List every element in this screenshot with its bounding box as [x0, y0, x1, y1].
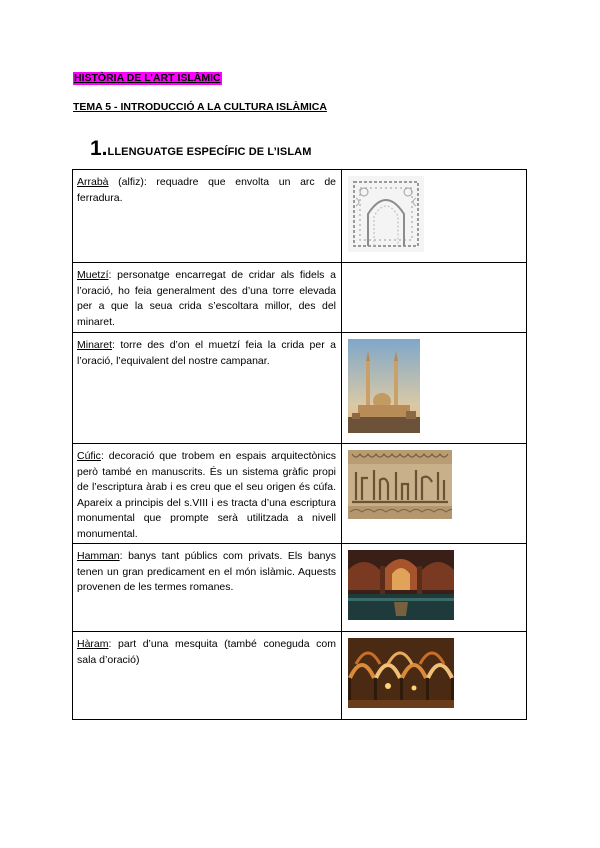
term: Minaret	[77, 339, 113, 351]
section-heading	[90, 137, 311, 164]
term: Cúfic	[77, 450, 101, 462]
definition-text: : part d’una mesquita (també coneguda com sala d’oració)	[77, 638, 336, 666]
table-row	[73, 632, 527, 720]
image-cell	[342, 544, 527, 632]
arrabà-ornament-photo	[348, 176, 424, 252]
definition-text: : decoració que trobem en espais arquitectònics però també en manuscrits. És un sistema gràfic propi de l’escriptura àrab i es creu que el seu origen és cúfa. Apareix a principis del s.VIII i es tracta d’una escriptura monumental que prompte serà utilitzada a nivell monumental.	[77, 450, 336, 540]
definition-cell	[73, 263, 342, 333]
mosque-arches-photo	[348, 638, 454, 708]
term: Hàram	[77, 638, 109, 650]
term: Hamman	[77, 550, 120, 562]
glossary-table	[72, 169, 527, 720]
image-cell	[342, 444, 527, 544]
section-number: 1.	[90, 137, 108, 160]
definition-text: : torre des d’on el muetzí feia la crida per a l’oració, l’equivalent del nostre campanar.	[77, 339, 336, 367]
mosque-minarets-photo	[348, 339, 420, 433]
definition-cell	[73, 544, 342, 632]
section-title: LLENGUATGE ESPECÍFIC DE L’ISLAM	[107, 146, 312, 158]
table-row	[73, 263, 527, 333]
definition-text: : personatge encarregat de cridar als fidels a l’oració, ho feia generalment des d’una torre elevada per a que la seua crida s’escoltara millor, des del minaret.	[77, 269, 336, 328]
table-row	[73, 170, 527, 263]
hammam-interior-photo	[348, 550, 454, 620]
table-row	[73, 333, 527, 444]
term: Arrabà	[77, 176, 109, 188]
definition-cell	[73, 444, 342, 544]
image-cell	[342, 333, 527, 444]
course-title: HISTÒRIA DE L’ART ISLÀMIC	[74, 72, 221, 84]
definition-text: : banys tant públics com privats. Els banys tenen un gran predicament en el món islàmic. Aquests provenen de les termes romanes.	[77, 550, 336, 593]
image-cell	[342, 263, 527, 333]
table-row	[73, 444, 527, 544]
definition-cell	[73, 632, 342, 720]
unit-title: TEMA 5 - INTRODUCCIÓ A LA CULTURA ISLÀMICA	[73, 101, 327, 113]
definition-cell	[73, 333, 342, 444]
definition-text: (alfiz): requadre que envolta un arc de ferradura.	[77, 176, 336, 204]
term: Muetzí	[77, 269, 109, 281]
image-cell	[342, 170, 527, 263]
definition-cell	[73, 170, 342, 263]
table-row	[73, 544, 527, 632]
kufic-carving-photo	[348, 450, 452, 519]
image-cell	[342, 632, 527, 720]
